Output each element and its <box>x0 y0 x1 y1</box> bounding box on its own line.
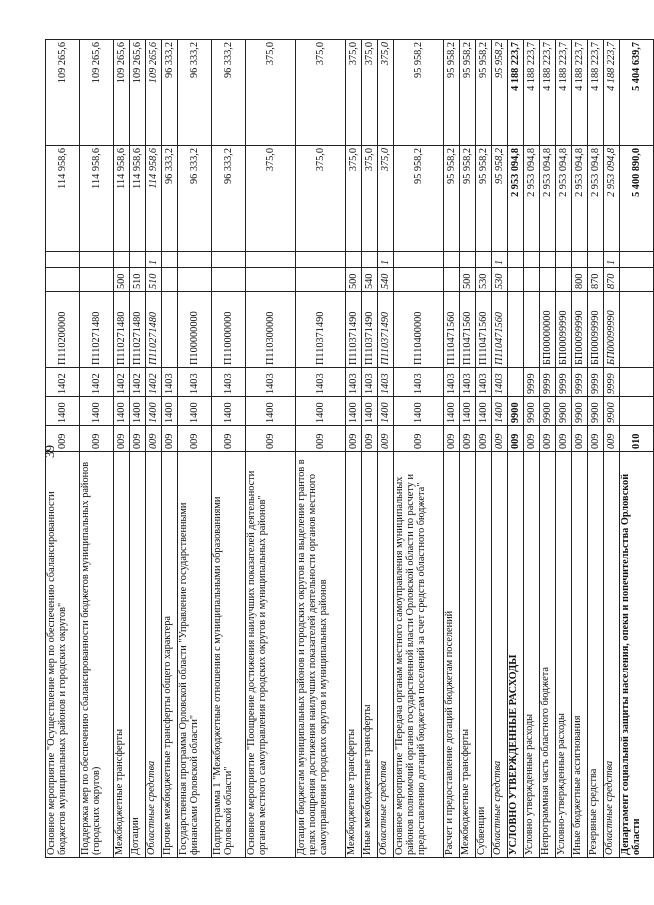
row-amount-year1: 95 958,2 <box>460 146 476 252</box>
row-expense-type: 500 <box>346 268 362 292</box>
row-amount-year2: 375,0 <box>378 40 394 146</box>
row-target-article: БП00099990 <box>604 292 620 368</box>
row-ved: 009 <box>492 426 508 452</box>
row-ved: 009 <box>540 426 556 452</box>
row-section: 1400 <box>246 397 296 426</box>
row-section: 1400 <box>378 397 394 426</box>
row-amount-year1: 114 958,6 <box>146 146 162 252</box>
row-name: Непрограммная часть областного бюджета <box>540 452 556 858</box>
row-name: Департамент социальной защиты населения, опеки и попечительства Орловской области <box>620 452 654 858</box>
row-section: 1400 <box>80 397 114 426</box>
row-ved: 009 <box>162 426 178 452</box>
row-amount-year1: 95 958,2 <box>394 146 444 252</box>
row-expense-type: 500 <box>460 268 476 292</box>
row-budget-source <box>476 252 492 268</box>
row-subsection: 1403 <box>460 368 476 397</box>
table-row <box>444 40 460 858</box>
row-ved: 009 <box>444 426 460 452</box>
row-name: УСЛОВНО УТВЕРЖДЕННЫЕ РАСХОДЫ <box>508 452 524 858</box>
row-ved: 009 <box>476 426 492 452</box>
row-amount-year2: 5 404 639,7 <box>620 40 654 146</box>
row-section: 1400 <box>114 397 130 426</box>
row-target-article <box>620 292 654 368</box>
row-ved: 009 <box>346 426 362 452</box>
row-amount-year2: 4 188 223,7 <box>588 40 604 146</box>
table-row <box>620 40 654 858</box>
row-budget-source: 1 <box>492 252 508 268</box>
row-amount-year1: 2 953 094,8 <box>540 146 556 252</box>
row-budget-source <box>540 252 556 268</box>
row-target-article: П110471560 <box>444 292 460 368</box>
row-amount-year1: 375,0 <box>246 146 296 252</box>
table-row <box>178 40 212 858</box>
row-subsection: 1403 <box>444 368 460 397</box>
row-expense-type: 870 <box>604 268 620 292</box>
row-amount-year2: 109 265,6 <box>146 40 162 146</box>
table-row <box>378 40 394 858</box>
row-target-article: П110371490 <box>296 292 346 368</box>
row-amount-year2: 4 188 223,7 <box>524 40 540 146</box>
row-amount-year2: 109 265,6 <box>130 40 146 146</box>
row-subsection: 9999 <box>524 368 540 397</box>
row-budget-source <box>460 252 476 268</box>
table-row <box>362 40 378 858</box>
row-section: 1400 <box>146 397 162 426</box>
row-expense-type <box>508 268 524 292</box>
row-section: 9900 <box>524 397 540 426</box>
row-subsection: 1403 <box>378 368 394 397</box>
row-target-article: П110300000 <box>246 292 296 368</box>
row-amount-year2: 95 958,2 <box>492 40 508 146</box>
row-target-article: П110271480 <box>130 292 146 368</box>
row-target-article <box>508 292 524 368</box>
row-section: 9900 <box>604 397 620 426</box>
row-budget-source <box>524 252 540 268</box>
row-ved: 009 <box>146 426 162 452</box>
row-expense-type: 500 <box>114 268 130 292</box>
table-row <box>162 40 178 858</box>
row-expense-type: 540 <box>378 268 394 292</box>
row-amount-year1: 114 958,6 <box>130 146 146 252</box>
row-subsection: 1402 <box>130 368 146 397</box>
row-expense-type: 540 <box>362 268 378 292</box>
row-target-article: П100000000 <box>178 292 212 368</box>
row-section: 9900 <box>572 397 588 426</box>
row-budget-source <box>346 252 362 268</box>
row-amount-year1: 96 333,2 <box>212 146 246 252</box>
row-target-article: П110471560 <box>476 292 492 368</box>
row-expense-type: 510 <box>146 268 162 292</box>
row-ved: 009 <box>604 426 620 452</box>
row-subsection: 1403 <box>162 368 178 397</box>
row-name: Субвенции <box>476 452 492 858</box>
row-budget-source <box>212 252 246 268</box>
row-budget-source <box>296 252 346 268</box>
row-amount-year2: 95 958,2 <box>394 40 444 146</box>
table-row <box>246 40 296 858</box>
row-budget-source <box>246 252 296 268</box>
row-amount-year2: 95 958,2 <box>460 40 476 146</box>
row-amount-year2: 4 188 223,7 <box>604 40 620 146</box>
row-name: Областные средства <box>146 452 162 858</box>
row-section: 1400 <box>476 397 492 426</box>
row-expense-type: 800 <box>572 268 588 292</box>
row-budget-source <box>556 252 572 268</box>
row-subsection: 1403 <box>346 368 362 397</box>
row-budget-source <box>114 252 130 268</box>
table-row <box>476 40 492 858</box>
row-amount-year2: 375,0 <box>362 40 378 146</box>
row-subsection: 1403 <box>296 368 346 397</box>
row-expense-type <box>524 268 540 292</box>
row-expense-type <box>246 268 296 292</box>
row-expense-type <box>296 268 346 292</box>
row-budget-source <box>46 252 80 268</box>
row-name: Основное мероприятие "Поощрение достижения наилучших показателей деятельности органов местного самоуправления городских округов и муниципальных районов" <box>246 452 296 858</box>
page-number: 39 <box>42 445 57 459</box>
row-ved: 009 <box>130 426 146 452</box>
row-target-article: П110271480 <box>80 292 114 368</box>
row-subsection: 1402 <box>80 368 114 397</box>
row-target-article: БП00099990 <box>588 292 604 368</box>
row-name: Областные средства <box>378 452 394 858</box>
row-subsection: 1402 <box>146 368 162 397</box>
table-row <box>572 40 588 858</box>
row-name: Межбюджетные трансферты <box>346 452 362 858</box>
table-row <box>588 40 604 858</box>
row-subsection: 1403 <box>212 368 246 397</box>
table-row <box>46 40 80 858</box>
row-name: Областные средства <box>492 452 508 858</box>
row-ved: 009 <box>556 426 572 452</box>
row-amount-year2: 375,0 <box>346 40 362 146</box>
row-name: Иные бюджетные ассигнования <box>572 452 588 858</box>
row-amount-year1: 2 953 094,8 <box>588 146 604 252</box>
row-expense-type <box>394 268 444 292</box>
table-row <box>604 40 620 858</box>
row-amount-year2: 4 188 223,7 <box>508 40 524 146</box>
row-ved: 009 <box>524 426 540 452</box>
row-amount-year2: 109 265,6 <box>46 40 80 146</box>
row-amount-year1: 96 333,2 <box>162 146 178 252</box>
row-name: Областные средства <box>604 452 620 858</box>
row-name: Условно утвержденные расходы <box>524 452 540 858</box>
row-budget-source <box>394 252 444 268</box>
row-name: Прочие межбюджетные трансферты общего характера <box>162 452 178 858</box>
row-subsection <box>508 368 524 397</box>
row-amount-year1: 375,0 <box>378 146 394 252</box>
row-ved: 009 <box>508 426 524 452</box>
row-subsection: 9999 <box>604 368 620 397</box>
table-row <box>556 40 572 858</box>
table-row <box>540 40 556 858</box>
row-expense-type <box>46 268 80 292</box>
row-amount-year1: 375,0 <box>296 146 346 252</box>
row-amount-year1: 114 958,6 <box>114 146 130 252</box>
row-target-article: П110471560 <box>460 292 476 368</box>
row-ved: 009 <box>114 426 130 452</box>
row-amount-year1: 114 958,6 <box>80 146 114 252</box>
row-ved: 009 <box>212 426 246 452</box>
row-ved: 009 <box>460 426 476 452</box>
row-subsection: 9999 <box>572 368 588 397</box>
table-row <box>508 40 524 858</box>
row-amount-year1: 2 953 094,8 <box>524 146 540 252</box>
row-budget-source <box>620 252 654 268</box>
row-target-article: П110271480 <box>114 292 130 368</box>
row-ved: 009 <box>588 426 604 452</box>
row-amount-year1: 2 953 094,8 <box>604 146 620 252</box>
row-amount-year1: 5 400 890,0 <box>620 146 654 252</box>
row-subsection: 1403 <box>394 368 444 397</box>
row-amount-year1: 96 333,2 <box>178 146 212 252</box>
row-budget-source <box>444 252 460 268</box>
row-name: Поддержка мер по обеспечению сбалансированности бюджетов муниципальных районов (городских округов) <box>80 452 114 858</box>
row-amount-year2: 4 188 223,7 <box>572 40 588 146</box>
row-section: 1400 <box>444 397 460 426</box>
row-budget-source <box>572 252 588 268</box>
row-amount-year2: 96 333,2 <box>162 40 178 146</box>
row-section: 1400 <box>492 397 508 426</box>
row-budget-source <box>362 252 378 268</box>
row-expense-type <box>162 268 178 292</box>
row-target-article: П110471560 <box>492 292 508 368</box>
row-section: 1400 <box>362 397 378 426</box>
row-section: 1400 <box>346 397 362 426</box>
row-subsection: 1403 <box>246 368 296 397</box>
row-ved: 009 <box>362 426 378 452</box>
row-amount-year2: 109 265,6 <box>114 40 130 146</box>
row-name: Дотации бюджетам муниципальных районов и городских округов на выделение грантов в целях поощрения достижения наилучших показателей деятельности органов местного самоуправления городских округов и муниципальных районов <box>296 452 346 858</box>
row-budget-source: 1 <box>378 252 394 268</box>
row-amount-year2: 375,0 <box>246 40 296 146</box>
row-ved: 009 <box>246 426 296 452</box>
row-ved: 009 <box>46 426 80 452</box>
row-expense-type <box>620 268 654 292</box>
row-subsection: 9999 <box>588 368 604 397</box>
row-target-article: БП00000000 <box>540 292 556 368</box>
row-subsection: 1403 <box>178 368 212 397</box>
row-expense-type: 530 <box>492 268 508 292</box>
row-subsection: 9999 <box>556 368 572 397</box>
row-section: 1400 <box>394 397 444 426</box>
row-target-article: БП00099990 <box>572 292 588 368</box>
row-name: Государственная программа Орловской области "Управление государственными финансами Орловской области" <box>178 452 212 858</box>
row-section: 9900 <box>508 397 524 426</box>
row-section: 9900 <box>588 397 604 426</box>
row-expense-type: 530 <box>476 268 492 292</box>
row-section: 9900 <box>540 397 556 426</box>
row-target-article <box>162 292 178 368</box>
row-ved: 009 <box>378 426 394 452</box>
row-amount-year1: 2 953 094,8 <box>556 146 572 252</box>
row-amount-year2: 96 333,2 <box>178 40 212 146</box>
row-subsection: 1403 <box>362 368 378 397</box>
row-target-article: П110371490 <box>378 292 394 368</box>
table-row <box>492 40 508 858</box>
table-row <box>346 40 362 858</box>
row-budget-source <box>162 252 178 268</box>
row-ved: 009 <box>394 426 444 452</box>
row-budget-source <box>178 252 212 268</box>
row-section: 1400 <box>46 397 80 426</box>
row-expense-type <box>212 268 246 292</box>
row-expense-type: 510 <box>130 268 146 292</box>
row-budget-source: 1 <box>146 252 162 268</box>
row-subsection: 1403 <box>476 368 492 397</box>
table-row <box>80 40 114 858</box>
budget-table <box>45 39 654 858</box>
row-budget-source: 1 <box>604 252 620 268</box>
row-name: Резервные средства <box>588 452 604 858</box>
row-ved: 009 <box>80 426 114 452</box>
row-name: Иные межбюджетные трансферты <box>362 452 378 858</box>
row-section: 1400 <box>162 397 178 426</box>
table-row <box>394 40 444 858</box>
row-subsection: 1402 <box>114 368 130 397</box>
table-row <box>460 40 476 858</box>
row-amount-year2: 95 958,2 <box>444 40 460 146</box>
row-amount-year1: 375,0 <box>346 146 362 252</box>
row-target-article: П110400000 <box>394 292 444 368</box>
row-subsection: 1403 <box>492 368 508 397</box>
row-amount-year1: 95 958,2 <box>492 146 508 252</box>
row-name: Условно-утвержденные расходы <box>556 452 572 858</box>
table-row <box>524 40 540 858</box>
row-ved: 009 <box>572 426 588 452</box>
row-target-article: П110371490 <box>346 292 362 368</box>
row-target-article: П110271480 <box>146 292 162 368</box>
row-amount-year1: 95 958,2 <box>444 146 460 252</box>
table-row <box>212 40 246 858</box>
row-section <box>620 397 654 426</box>
table-row <box>296 40 346 858</box>
table-row <box>130 40 146 858</box>
table-row <box>114 40 130 858</box>
row-budget-source <box>508 252 524 268</box>
row-subsection <box>620 368 654 397</box>
row-expense-type <box>556 268 572 292</box>
row-subsection: 9999 <box>540 368 556 397</box>
budget-table-rotated <box>45 40 642 858</box>
row-target-article: П110000000 <box>212 292 246 368</box>
row-target-article: П110371490 <box>362 292 378 368</box>
row-amount-year1: 95 958,2 <box>476 146 492 252</box>
row-amount-year2: 109 265,6 <box>80 40 114 146</box>
row-section: 1400 <box>178 397 212 426</box>
row-expense-type <box>444 268 460 292</box>
row-amount-year2: 4 188 223,7 <box>540 40 556 146</box>
row-name: Основное мероприятие "Передача органам местного самоуправления муниципальных районов полномочий органов государственной власти Орловской области по расчету и предоставлению дотаций бюджетам поселений за счет средств областного бюджета" <box>394 452 444 858</box>
row-amount-year2: 95 958,2 <box>476 40 492 146</box>
row-section: 1400 <box>296 397 346 426</box>
row-expense-type <box>540 268 556 292</box>
row-amount-year1: 2 953 094,8 <box>572 146 588 252</box>
row-amount-year1: 375,0 <box>362 146 378 252</box>
row-budget-source <box>588 252 604 268</box>
row-name: Расчет и предоставление дотаций бюджетам поселений <box>444 452 460 858</box>
row-name: Дотации <box>130 452 146 858</box>
row-amount-year2: 4 188 223,7 <box>556 40 572 146</box>
row-ved: 009 <box>296 426 346 452</box>
row-name: Межбюджетные трансферты <box>460 452 476 858</box>
row-name: Подпрограмма 1 "Межбюджетные отношения с муниципальными образованиями Орловской области" <box>212 452 246 858</box>
row-target-article <box>524 292 540 368</box>
row-budget-source <box>80 252 114 268</box>
row-expense-type <box>80 268 114 292</box>
row-budget-source <box>130 252 146 268</box>
row-target-article: БП00099990 <box>556 292 572 368</box>
row-amount-year1: 2 953 094,8 <box>508 146 524 252</box>
row-amount-year2: 96 333,2 <box>212 40 246 146</box>
row-subsection: 1402 <box>46 368 80 397</box>
row-section: 1400 <box>460 397 476 426</box>
row-name: Основное мероприятие "Осуществление мер по обеспечению сбалансированности бюджетов муниципальных районов и городских округов" <box>46 452 80 858</box>
row-amount-year2: 375,0 <box>296 40 346 146</box>
row-amount-year1: 114 958,6 <box>46 146 80 252</box>
row-name: Межбюджетные трансферты <box>114 452 130 858</box>
row-section: 9900 <box>556 397 572 426</box>
row-ved: 010 <box>620 426 654 452</box>
table-row <box>146 40 162 858</box>
row-expense-type: 870 <box>588 268 604 292</box>
row-expense-type <box>178 268 212 292</box>
row-ved: 009 <box>178 426 212 452</box>
row-section: 1400 <box>130 397 146 426</box>
row-section: 1400 <box>212 397 246 426</box>
row-target-article: П110200000 <box>46 292 80 368</box>
